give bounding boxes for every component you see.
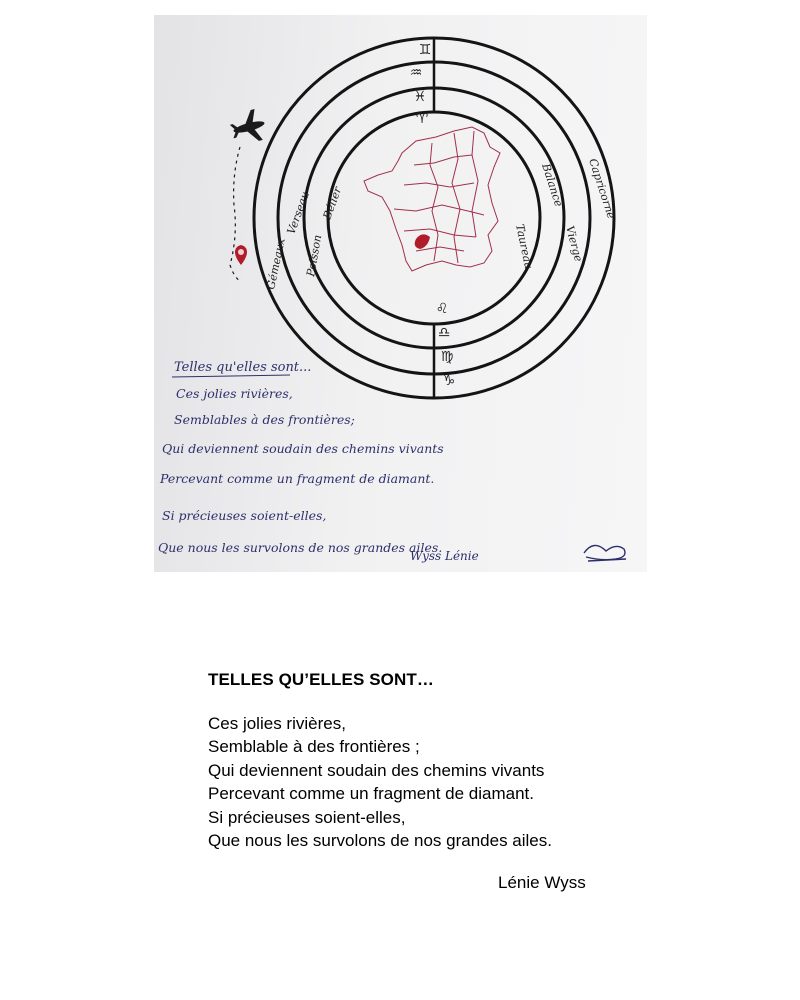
ring-label-vierge: Vierge — [563, 224, 586, 264]
poem-line: Ces jolies rivières, — [208, 713, 346, 733]
poem-line: Que nous les survolons de nos grandes ailes. — [208, 831, 552, 850]
ring-label-capricorne: Capricorne — [586, 156, 618, 221]
zodiac-symbol: ♌ — [435, 301, 449, 317]
zodiac-symbol: ♒ — [409, 65, 423, 81]
poem-line: Semblable à des frontières ; — [208, 737, 420, 756]
map-highlight-department — [415, 234, 430, 249]
zodiac-symbol: ♎ — [437, 325, 451, 341]
zodiac-symbol: ♑ — [442, 373, 456, 389]
handwritten-line: Qui deviennent soudain des chemins vivants — [162, 441, 444, 456]
handwritten-line: Ces jolies rivières, — [176, 386, 293, 401]
poster-drawing — [154, 15, 647, 572]
signature-stamp — [584, 545, 626, 561]
handwritten-line: Si précieuses soient-elles, — [162, 508, 327, 523]
handwritten-signature-name: Wyss Lénie — [410, 549, 479, 563]
zodiac-bottom-symbols — [436, 301, 456, 389]
handwritten-line: Percevant comme un fragment de diamant. — [160, 471, 435, 486]
poem-line: Percevant comme un fragment de diamant. — [208, 784, 534, 803]
poem — [208, 668, 608, 853]
ring-label-balance: Balance — [539, 161, 566, 209]
airplane-icon — [227, 107, 268, 147]
ring-label-taureau: Taureau — [513, 222, 536, 271]
handwritten-line: Semblables à des frontières; — [174, 412, 355, 427]
zodiac-symbol: ♓ — [413, 89, 427, 105]
poem-line: Qui deviennent soudain des chemins vivants — [208, 760, 545, 780]
poster-photo — [154, 15, 647, 572]
handwritten-line: Que nous les survolons de nos grandes ailes. — [158, 540, 443, 555]
ring-label-gemeaux: Gémeaux — [264, 236, 288, 291]
handwritten-title: Telles qu'elles sont... — [174, 360, 312, 375]
poem-title: TELLES QU’ELLES SONT… — [208, 670, 434, 689]
poem-line: Si précieuses soient-elles, — [208, 807, 406, 827]
poem-author: Lénie Wyss — [498, 873, 586, 892]
zodiac-symbol: ♈ — [415, 111, 429, 127]
ring-label-belier: Bélier — [320, 185, 345, 222]
map-of-france — [364, 127, 500, 271]
zodiac-symbol: ♍ — [440, 349, 454, 365]
zodiac-symbol: ♊ — [418, 42, 432, 58]
map-pin-icon — [235, 245, 247, 265]
ring-label-verseau: Verseau — [284, 189, 313, 237]
ring-label-poisson: Poisson — [304, 233, 325, 278]
handwritten-poem — [158, 360, 479, 563]
